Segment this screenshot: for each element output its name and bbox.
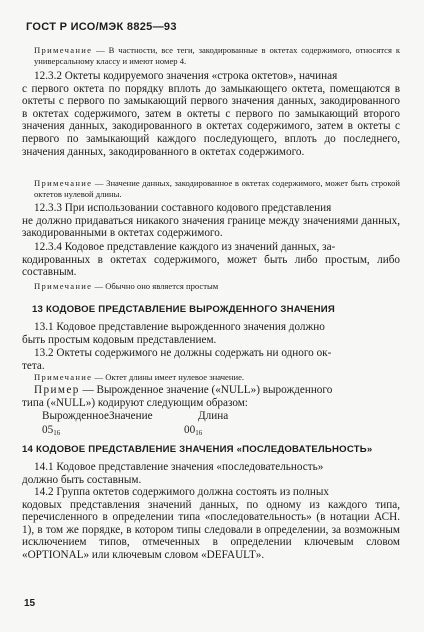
paragraph-13-2	[22, 347, 400, 372]
paragraph-first-line: 13.2 Октеты содержимого не должны содержать ни одного ок-	[34, 347, 332, 359]
page-number: 15	[24, 598, 36, 609]
note-text: — Октет длины имеет нулевое значение.	[92, 372, 245, 382]
example-text: — Вырожденное значение («NULL») вырожденного	[79, 384, 333, 396]
paragraph-text: с первого октета по порядку вплоть до замыкающего октета, помещаются в октеты с первого по замыкающий первого значения данных, закодированного в октетах содержимого, затем в октеты с первого по замыкающий второго значения данных, закодированного в октетах содержимого, затем в октеты с первого по замыкающий каждого последующего, вплоть до последнего, значения данных, закодированного в октетах содержимого.	[22, 82, 400, 158]
paragraph-text: кодированных в октетах содержимого, может быть либо простым, либо составным.	[22, 253, 400, 279]
paragraph-first-line: 12.3.4 Кодовое представление каждого из значений данных, за-	[34, 241, 336, 253]
section-number: 13	[32, 304, 44, 315]
paragraph-text: должно быть составным.	[22, 473, 142, 486]
paragraph-12-3-3	[22, 202, 400, 240]
paragraph-12-3-2	[22, 70, 400, 158]
note-text: — Значение данных, закодированное в октетах содержимого, может быть строкой октетов нулевой длины.	[34, 178, 400, 199]
paragraph-first-line: 13.1 Кодовое представление вырожденного значения должно	[34, 321, 325, 333]
note-12-3-2	[22, 178, 400, 200]
paragraph-text: тета.	[22, 359, 45, 372]
paragraph-13-1	[22, 321, 400, 346]
example-col1-header: ВырожденноеЗначение	[42, 410, 153, 422]
note-top	[22, 45, 400, 67]
note-label: Примечание	[34, 45, 93, 55]
page-header: ГОСТ Р ИСО/МЭК 8825—93	[26, 21, 177, 33]
paragraph-text: не должно придаваться никакого значения границе между значениями данных, закодированными в октетах содержимого.	[22, 214, 400, 240]
example-col2-header: Длина	[198, 410, 229, 422]
example-block	[22, 384, 402, 409]
example-value-row	[42, 424, 203, 437]
example-col1-value: $05_{16}$	[42, 424, 61, 437]
section-title: КОДОВОЕ ПРЕДСТАВЛЕНИЕ ВЫРОЖДЕННОГО ЗНАЧЕНИЯ	[45, 304, 335, 315]
section-number: 14	[22, 444, 34, 455]
note-label: Примечание	[34, 372, 93, 382]
paragraph-14-1	[22, 461, 400, 486]
example-col2-value: $00_{16}$	[184, 424, 203, 437]
example-col1-subscript: 16	[53, 429, 61, 437]
note-text: — В частности, все теги, закодированные в октетах содержимого, относятся к универсальному классу и имеют номер 4.	[34, 45, 400, 66]
paragraph-text: кодовых представления значений данных, по одному из каждого типа, перечисленного в определении типа «последовательность» (в нотации АСН. 1), в том же порядке, в котором типы следовали в определении, за возможным исключением типов, отмеченных в определении ключевым словом «OPTIONAL» или ключевым словом «DEFAULT».	[22, 498, 400, 561]
example-label: Пример	[34, 384, 80, 396]
paragraph-first-line: 12.3.3 При использовании составного кодового представления	[34, 202, 332, 214]
note-12-3-4	[22, 281, 400, 292]
paragraph-first-line: 12.3.2 Октеты кодируемого значения «строка октетов», начиная	[34, 70, 338, 82]
section-13-heading	[22, 304, 402, 315]
paragraph-12-3-4	[22, 241, 400, 279]
note-text: — Обычно оно является простым	[92, 281, 219, 291]
example-col2-subscript: 16	[195, 429, 203, 437]
section-title: КОДОВОЕ ПРЕДСТАВЛЕНИЕ ЗНАЧЕНИЯ «ПОСЛЕДОВАТЕЛЬНОСТЬ»	[35, 444, 373, 455]
paragraph-first-line: 14.1 Кодовое представление значения «последовательность»	[34, 461, 324, 473]
paragraph-text: быть простым кодовым представлением.	[22, 333, 217, 346]
section-14-heading	[22, 444, 402, 455]
note-label: Примечание	[34, 178, 93, 188]
note-13-2	[22, 372, 400, 383]
example-header-row	[42, 410, 229, 422]
note-label: Примечание	[34, 281, 93, 291]
paragraph-first-line: 14.2 Группа октетов содержимого должна состоять из полных	[34, 486, 330, 498]
paragraph-14-2	[22, 486, 400, 562]
example-text-line-2: типа («NULL») кодируют следующим образом:	[22, 396, 248, 409]
